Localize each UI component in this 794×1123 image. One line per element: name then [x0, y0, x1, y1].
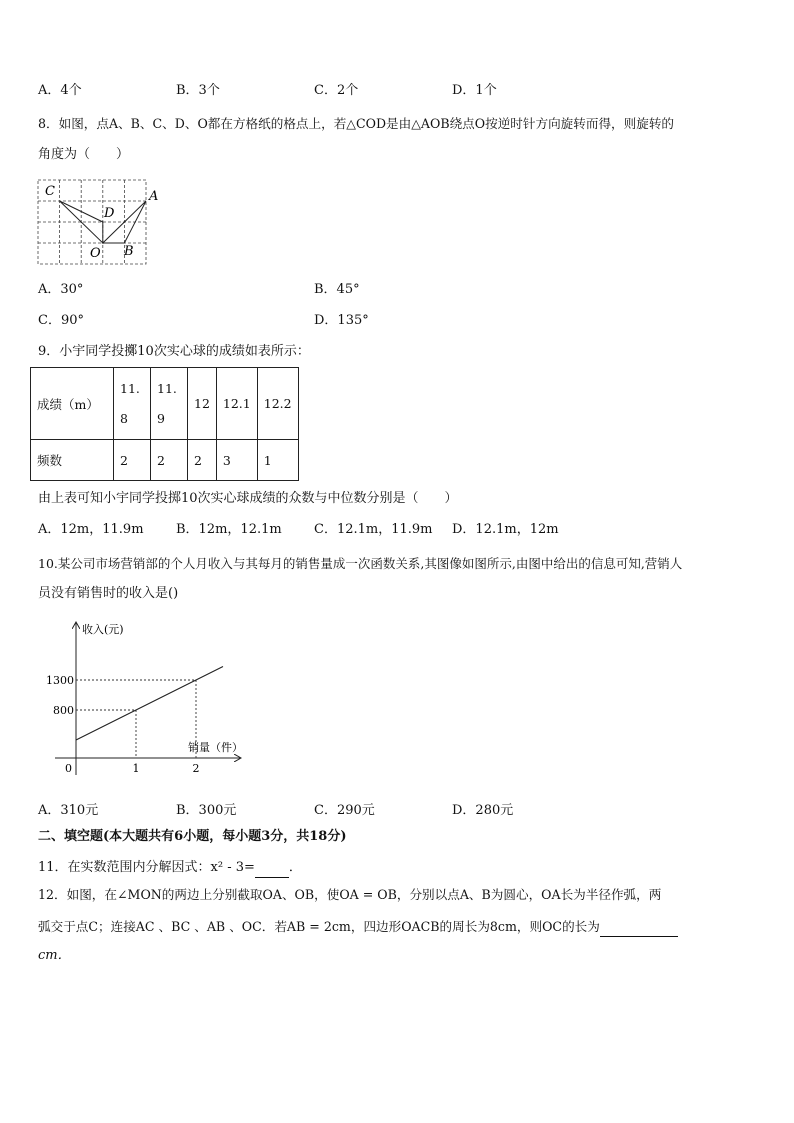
- table-row: [31, 440, 299, 481]
- table-cell: 1: [257, 440, 298, 481]
- q8-option-d: D．135°: [314, 313, 369, 328]
- income-line: [76, 667, 223, 741]
- origin-label: 0: [65, 762, 72, 775]
- q11-stem: 11．在实数范围内分解因式：x² - 3=: [38, 860, 255, 875]
- section-heading: 二、填空题(本大题共有6小题，每小题3分，共18分): [38, 829, 347, 844]
- q12-line1: 12．如图，在∠MON的两边上分别截取OA、OB，使OA = OB，分别以点A、B为圆心，OA长为半径作弧，两: [38, 887, 662, 902]
- q12-answer-blank: [600, 920, 678, 937]
- q11-answer-blank: [255, 861, 289, 878]
- q8-stem-line2: 角度为（ ）: [38, 147, 130, 162]
- q10-option-a: A．310元: [38, 803, 99, 818]
- q9-question: 由上表可知小宇同学投掷10次实心球成绩的众数与中位数分别是（ ）: [38, 491, 458, 506]
- table-cell: 2: [188, 440, 217, 481]
- q11-end: ．: [288, 860, 302, 875]
- table-cell: 12.2: [257, 368, 298, 440]
- q9-stem: 9．小宇同学投擲10次实心球的成绩如表所示：: [38, 344, 310, 359]
- y-tick-label-800: 800: [53, 704, 74, 717]
- q9-option-a: A．12m，11.9m: [38, 522, 144, 537]
- q9-option-c: C．12.1m，11.9m: [314, 522, 433, 537]
- table-cell: 12.1: [216, 368, 257, 440]
- q12-line3: cm．: [38, 948, 71, 963]
- q10-option-d: D．280元: [452, 803, 514, 818]
- q8-label-o: O: [90, 246, 101, 261]
- q9-score-table: [30, 367, 299, 481]
- table-freq-label: 频数: [31, 440, 114, 481]
- q11-line: [38, 858, 302, 878]
- q8-label-a: A: [149, 189, 159, 204]
- q12-line2: 弧交于点C；连接AC 、BC 、AB 、OC．若AB = 2cm，四边形OACB的周长为8cm，则OC的长为: [38, 919, 600, 934]
- table-row: [31, 368, 299, 440]
- table-cell: 11. 9: [151, 368, 188, 440]
- table-cell: 11. 8: [114, 368, 151, 440]
- q9-option-d: D．12.1m，12m: [452, 522, 559, 537]
- y-tick-label-1300: 1300: [46, 674, 74, 687]
- q7-option-b: B．3个: [176, 83, 220, 98]
- q8-option-b: B．45°: [314, 282, 360, 297]
- q10-income-chart: [40, 615, 260, 785]
- q8-label-d: D: [104, 206, 115, 221]
- q8-label-b: B: [124, 244, 134, 259]
- x-axis-label: 销量（件）: [188, 741, 243, 754]
- q10-option-b: B．300元: [176, 803, 237, 818]
- q7-option-a: A．4个: [38, 83, 82, 98]
- table-header-label: 成绩（m）: [31, 368, 114, 440]
- q8-option-a: A．30°: [38, 282, 84, 297]
- q8-grid-figure: [36, 178, 162, 268]
- q8-option-c: C．90°: [38, 313, 84, 328]
- q10-option-c: C．290元: [314, 803, 375, 818]
- q7-option-c: C．2个: [314, 83, 359, 98]
- table-cell: 2: [114, 440, 151, 481]
- q9-option-b: B．12m，12.1m: [176, 522, 282, 537]
- q8-stem-line1: 8．如图，点A、B、C、D、O都在方格纸的格点上，若△COD是由△AOB绕点O按逆时针方向旋转而得，则旋转的: [38, 116, 675, 131]
- q10-stem-line2: 员没有销售时的收入是(): [38, 586, 179, 601]
- y-axis-label: 收入(元): [82, 623, 124, 636]
- table-cell: 12: [188, 368, 217, 440]
- x-tick-label-1: 1: [132, 762, 140, 775]
- table-cell: 2: [151, 440, 188, 481]
- x-tick-label-2: 2: [192, 762, 200, 775]
- q10-stem-line1: 10.某公司市场营销部的个人月收入与其每月的销售量成一次函数关系,其图像如图所示,由图中给出的信息可知,营销人: [38, 556, 683, 571]
- q8-label-c: C: [45, 184, 55, 199]
- q12-line2-wrap: [38, 917, 678, 937]
- q7-option-d: D．1个: [452, 83, 497, 98]
- table-cell: 3: [216, 440, 257, 481]
